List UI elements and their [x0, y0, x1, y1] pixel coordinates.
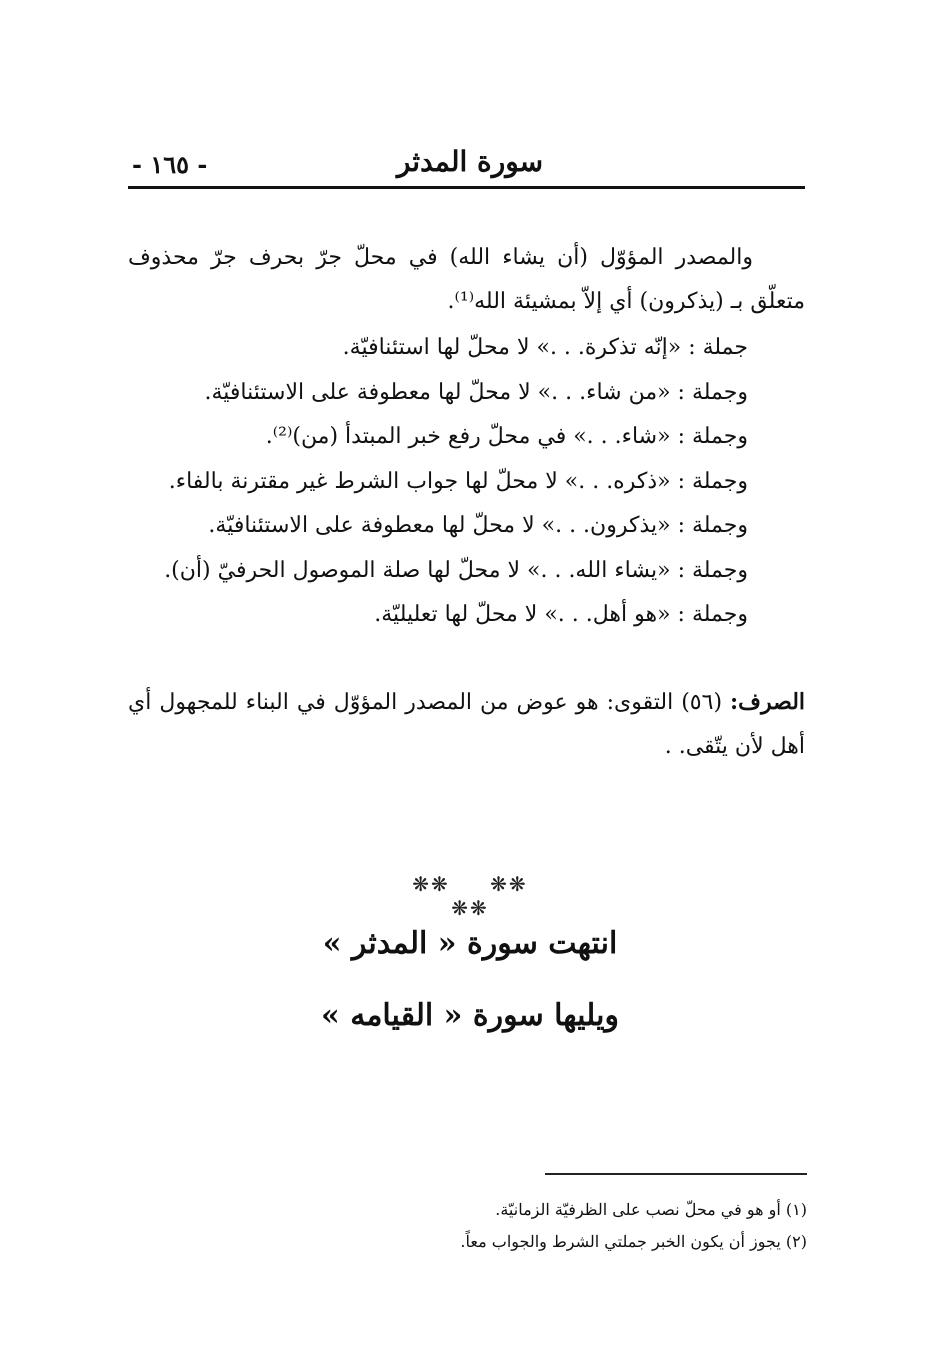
surah-end-heading: انتهت سورة « المدثر » — [322, 926, 618, 961]
next-surah-heading: ويليها سورة « القيامه » — [321, 998, 619, 1033]
header-divider — [128, 186, 805, 189]
list-item: جملة : «إنّه تذكرة. . .» لا محلّ لها استئنافيّة. — [342, 335, 748, 360]
sentence-list — [128, 326, 748, 638]
footnote-divider — [545, 1173, 807, 1175]
list-item: وجملة : «من شاء. . .» لا محلّ لها معطوفة على الاستئنافيّة. — [204, 379, 748, 405]
section-separator — [360, 872, 580, 920]
paragraph-sarf — [128, 680, 805, 769]
footnote: (١) أو هو في محلّ نصب على الظرفيّة الزمانيّة. — [495, 1200, 807, 1219]
paragraph-masdar: والمصدر المؤوّل (أن يشاء الله) في محلّ جرّ بحرف جرّ محذوف متعلّق بـ (يذكرون) أي إلاّ بمشيئة الله⁽¹⁾. — [128, 245, 805, 314]
sarf-text: (٥٦) التقوى: هو عوض من المصدر المؤوّل في البناء للمجهول أي أهل لأن يتّقى. . — [128, 690, 805, 759]
page-number: - ١٦٥ - — [132, 150, 208, 179]
star-ornament: ❋❋ — [412, 872, 450, 896]
list-item: وجملة : «يشاء الله. . .» لا محلّ لها صلة الموصول الحرفيّ (أن). — [164, 557, 748, 583]
list-item: وجملة : «هو أهل. . .» لا محلّ لها تعليليّة. — [374, 602, 748, 627]
sarf-label: الصرف: — [730, 689, 806, 715]
star-ornament: ❋❋ — [451, 896, 489, 920]
list-item: وجملة : «شاء. . .» في محلّ رفع خبر المبتدأ (من)⁽²⁾. — [265, 424, 748, 449]
page-title: سورة المدثر — [396, 145, 544, 178]
star-ornament: ❋❋ — [490, 872, 528, 896]
list-item: وجملة : «يذكرون. . .» لا محلّ لها معطوفة على الاستئنافيّة. — [208, 513, 748, 538]
list-item: وجملة : «ذكره. . .» لا محلّ لها جواب الشرط غير مقترنة بالفاء. — [168, 468, 748, 494]
footnotes — [300, 1194, 807, 1258]
footnote: (٢) يجوز أن يكون الخبر جملتي الشرط والجواب معاً. — [460, 1232, 807, 1251]
